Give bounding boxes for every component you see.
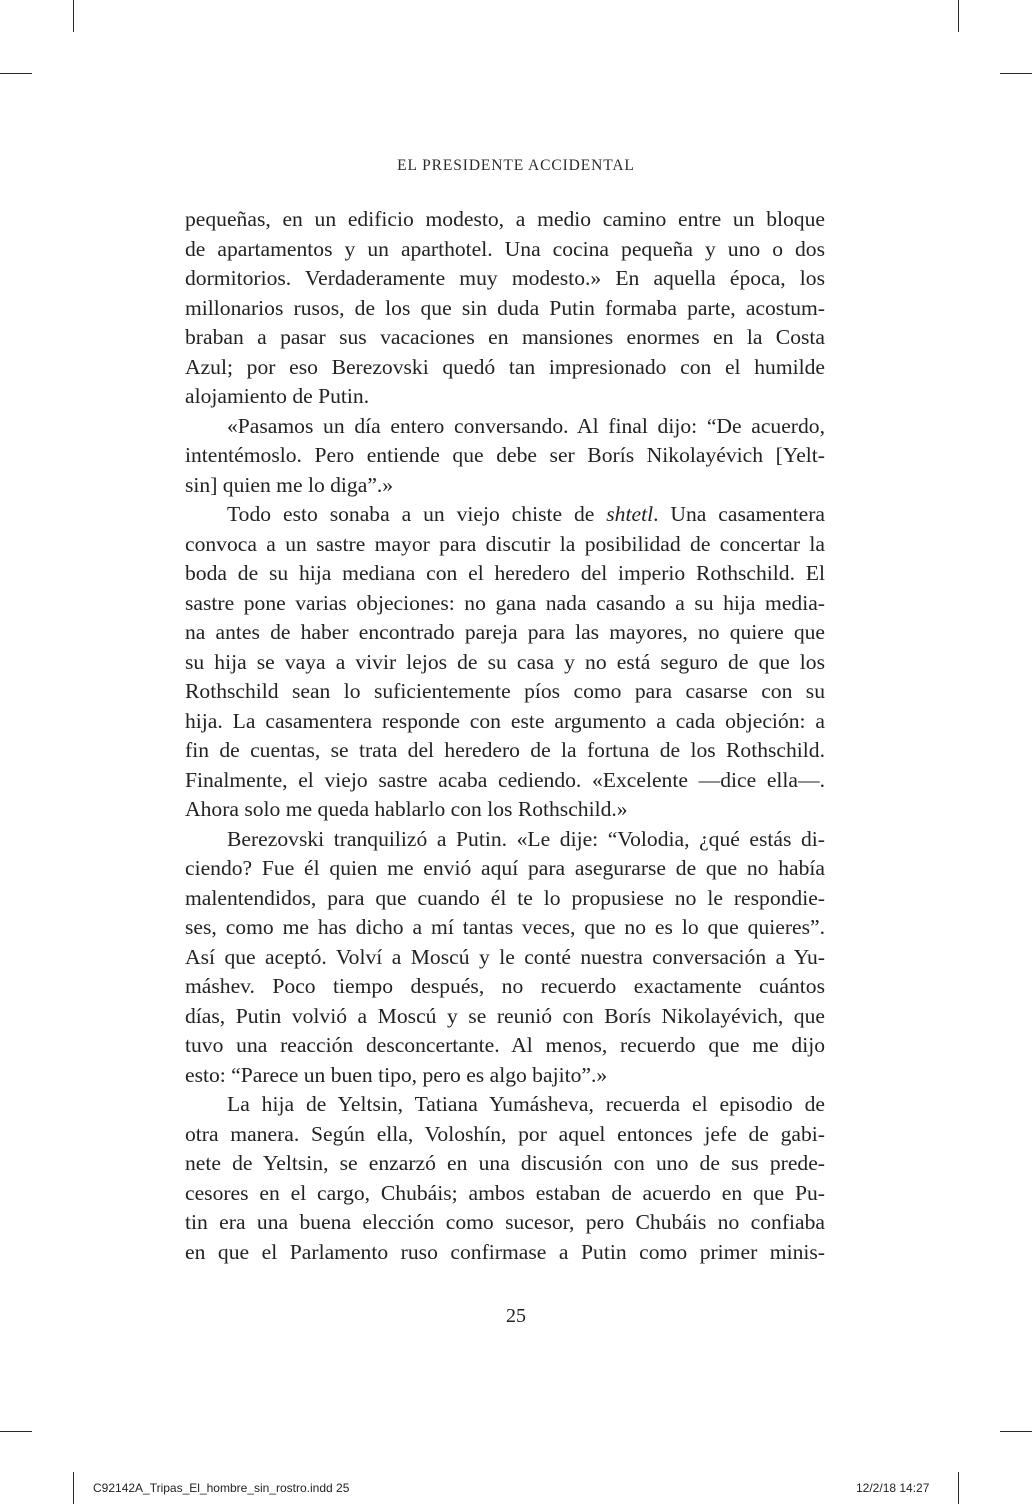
italic-term: shtetl	[606, 502, 654, 526]
text-line: otra manera. Según ella, Voloshín, por aquel entonces jefe de gabi-	[185, 1121, 825, 1146]
text-line	[185, 500, 825, 530]
text-line: en que el Parlamento ruso confirmase a Putin como primer minis-	[185, 1239, 825, 1264]
text-line: Ahora solo me queda hablarlo con los Rothschild.»	[185, 797, 628, 821]
text-line: convoca a un sastre mayor para discutir la posibilidad de concertar la	[185, 531, 825, 556]
text-line: máshev. Poco tiempo después, no recuerdo exactamente cuántos	[185, 974, 825, 998]
text-line: Berezovski tranquilizó a Putin. «Le dije: “Volodia, ¿qué estás di-	[227, 826, 825, 851]
text-line: na antes de haber encontrado pareja para las mayores, no quiere que	[185, 620, 825, 644]
text-line: ses, como me has dicho a mí tantas veces, que no es lo que quieres”.	[185, 915, 825, 939]
slug-filename: C92142A_Tripas_El_hombre_sin_rostro.indd 25	[93, 1481, 350, 1495]
crop-mark	[1000, 1431, 1032, 1432]
text-line: «Pasamos un día entero conversando. Al final dijo: “De acuerdo,	[227, 413, 825, 438]
text-line: La hija de Yeltsin, Tatiana Yumásheva, recuerda el episodio de	[227, 1092, 825, 1116]
text-line: Rothschild sean lo suficientemente píos como para casarse con su	[185, 679, 825, 703]
text-line: Así que aceptó. Volví a Moscú y le conté nuestra conversación a Yu-	[185, 944, 825, 969]
text-line: ciendo? Fue él quien me envió aquí para asegurarse de que no había	[185, 856, 825, 880]
body-text	[185, 205, 825, 1267]
text-line: fin de cuentas, se trata del heredero de la fortuna de los Rothschild.	[185, 738, 825, 762]
crop-mark	[73, 0, 74, 32]
text-line: boda de su hija mediana con el heredero del imperio Rothschild. El	[185, 561, 825, 585]
text-line: intentémoslo. Pero entiende que debe ser Borís Nikolayévich [Yelt-	[185, 443, 825, 467]
crop-mark	[958, 1472, 959, 1504]
text-run: . Una casamentera	[653, 502, 825, 526]
text-line: de apartamentos y un aparthotel. Una cocina pequeña y uno o dos	[185, 236, 825, 261]
text-run: Todo esto sonaba a un viejo chiste de	[227, 502, 607, 526]
text-line: tuvo una reacción desconcertante. Al menos, recuerdo que me dijo	[185, 1033, 825, 1057]
text-line: su hija se vaya a vivir lejos de su casa y no está seguro de que los	[185, 649, 825, 674]
text-line: cesores en el cargo, Chubáis; ambos estaban de acuerdo en que Pu-	[185, 1180, 825, 1205]
crop-mark	[1000, 73, 1032, 74]
text-line: sastre pone varias objeciones: no gana nada casando a su hija media-	[185, 590, 825, 615]
slug-date: 12/2/18 14:27	[856, 1481, 930, 1495]
text-line: alojamiento de Putin.	[185, 384, 370, 408]
crop-mark	[0, 1431, 32, 1432]
page-number: 25	[506, 1305, 526, 1327]
text-line: esto: “Parece un buen tipo, pero es algo bajito”.»	[185, 1062, 608, 1087]
text-line: sin] quien me lo diga”.»	[185, 472, 394, 497]
crop-mark	[73, 1472, 74, 1504]
text-line: Finalmente, el viejo sastre acaba cediendo. «Excelente —dice ella—.	[185, 767, 825, 792]
text-line: pequeñas, en un edificio modesto, a medio camino entre un bloque	[185, 207, 825, 231]
text-line: hija. La casamentera responde con este argumento a cada objeción: a	[185, 708, 825, 733]
text-line: dormitorios. Verdaderamente muy modesto.» En aquella época, los	[185, 266, 825, 290]
text-line: días, Putin volvió a Moscú y se reunió con Borís Nikolayévich, que	[185, 1003, 825, 1028]
text-line: millonarios rusos, de los que sin duda Putin formaba parte, acostum-	[185, 295, 825, 320]
text-line: nete de Yeltsin, se enzarzó en una discusión con uno de sus prede-	[185, 1151, 825, 1175]
text-line: malentendidos, para que cuando él te lo propusiese no le respondie-	[185, 885, 825, 910]
crop-mark	[0, 73, 32, 74]
running-head: EL PRESIDENTE ACCIDENTAL	[397, 157, 635, 174]
text-line: braban a pasar sus vacaciones en mansiones enormes en la Costa	[185, 325, 825, 349]
text-line: Azul; por eso Berezovski quedó tan impresionado con el humilde	[185, 354, 825, 379]
crop-mark	[958, 0, 959, 32]
text-line: tin era una buena elección como sucesor, pero Chubáis no confiaba	[185, 1210, 825, 1234]
